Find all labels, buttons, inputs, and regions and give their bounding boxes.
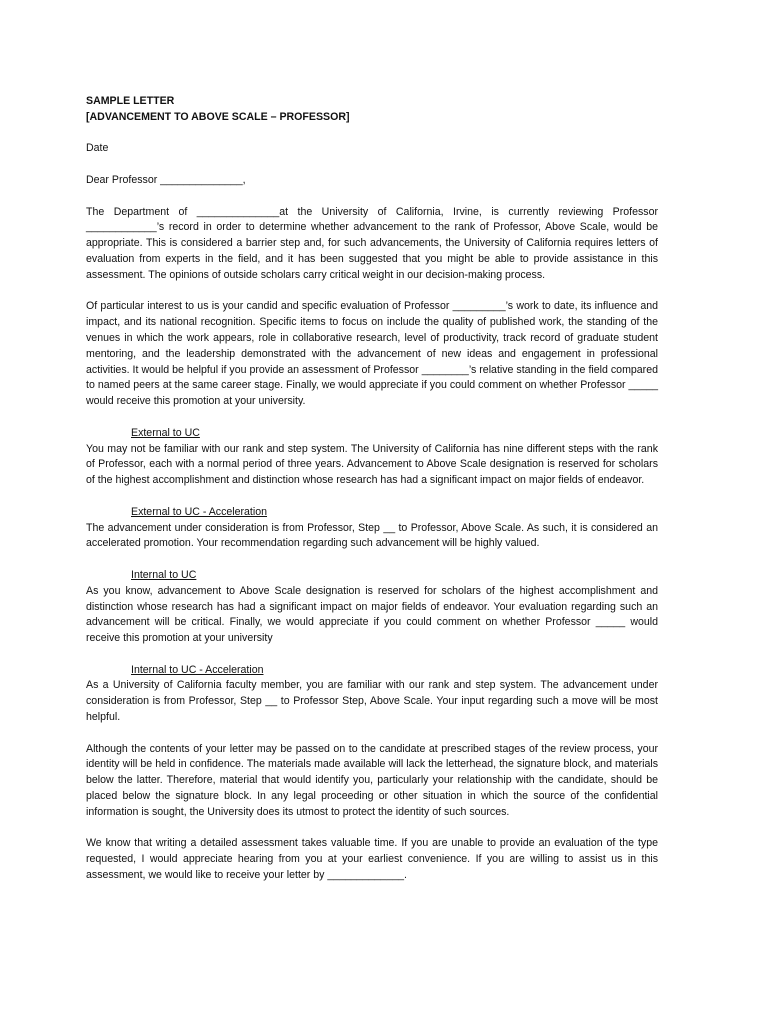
confidentiality-paragraph: Although the contents of your letter may be passed on to the candidate at prescribed stages of the review process, your identity will be held in confidence. The materials made available will lack the letterhead, the signature block, and materials below the latter. Therefore, material that would identify you, particularly your relationship with the candidate, should be placed below the signature block. In any legal proceeding or other situation in which the source of the confidential information is sought, the University does its utmost to protect the identity of such sources.	[86, 742, 658, 818]
date-label: Date	[86, 142, 109, 155]
salutation: Dear Professor ______________,	[86, 173, 246, 186]
section-body-external: You may not be familiar with our rank and step system. The University of California has nine different steps with the rank of Professor, each with a normal period of three years. Advancement to Above Scale designation is reserved for scholars of the highest accomplishment and distinction whose research has had a significant impact on major fields of endeavor.	[86, 442, 658, 487]
section-heading-internal: Internal to UC	[131, 568, 197, 581]
letter-page	[86, 94, 658, 884]
interest-paragraph: Of particular interest to us is your candid and specific evaluation of Professor _________’s work to date, its influence and impact, and its national recognition. Specific items to focus on include the quality of published work, the standing of the venues in which the work appears, role in collaborative research, level of productivity, track record of graduate student mentoring, and the leadership demonstrated with the advancement of new ideas and engagement in professional activities. It would be helpful if you provide an assessment of Professor ________’s relative standing in the field compared to named peers at the same career stage. Finally, we would appreciate if you could comment on whether Professor _____ would receive this promotion at your university.	[86, 300, 658, 408]
section-heading-external: External to UC	[131, 426, 200, 439]
section-body-internal-acceleration: As a University of California faculty member, you are familiar with our rank and step system. The advancement under consideration is from Professor, Step __ to Professor Step, Above Scale. Your input regarding such a move will be most helpful.	[86, 679, 658, 724]
closing-paragraph: We know that writing a detailed assessment takes valuable time. If you are unable to provide an evaluation of the type requested, I would appreciate hearing from you at your earliest convenience. If you are willing to assist us in this assessment, we would like to receive your letter by _____________.	[86, 837, 658, 882]
letter-subtitle: [ADVANCEMENT TO ABOVE SCALE – PROFESSOR]	[86, 110, 350, 123]
letter-title: SAMPLE LETTER	[86, 95, 175, 107]
section-body-external-acceleration: The advancement under consideration is from Professor, Step __ to Professor, Above Scale. As such, it is considered an accelerated promotion. Your recommendation regarding such advancement will be highly valued.	[86, 521, 658, 550]
section-heading-internal-acceleration: Internal to UC - Acceleration	[131, 663, 264, 676]
intro-paragraph: The Department of ______________at the University of California, Irvine, is currently reviewing Professor ____________’s record in order to determine whether advancement to the rank of Professor, Above Scale, would be appropriate. This is considered a barrier step and, for such advancements, the University of California requires letters of evaluation from experts in the field, and it has been suggested that you might be able to provide assistance in this assessment. The opinions of outside scholars carry critical weight in our decision-making process.	[86, 205, 658, 281]
section-body-internal: As you know, advancement to Above Scale designation is reserved for scholars of the highest accomplishment and distinction whose research has had a significant impact on major fields of endeavor. Your evaluation regarding such an advancement will be critical. Finally, we would appreciate if you could comment on whether Professor _____ would receive this promotion at your university	[86, 584, 658, 645]
section-heading-external-acceleration: External to UC - Acceleration	[131, 505, 268, 518]
